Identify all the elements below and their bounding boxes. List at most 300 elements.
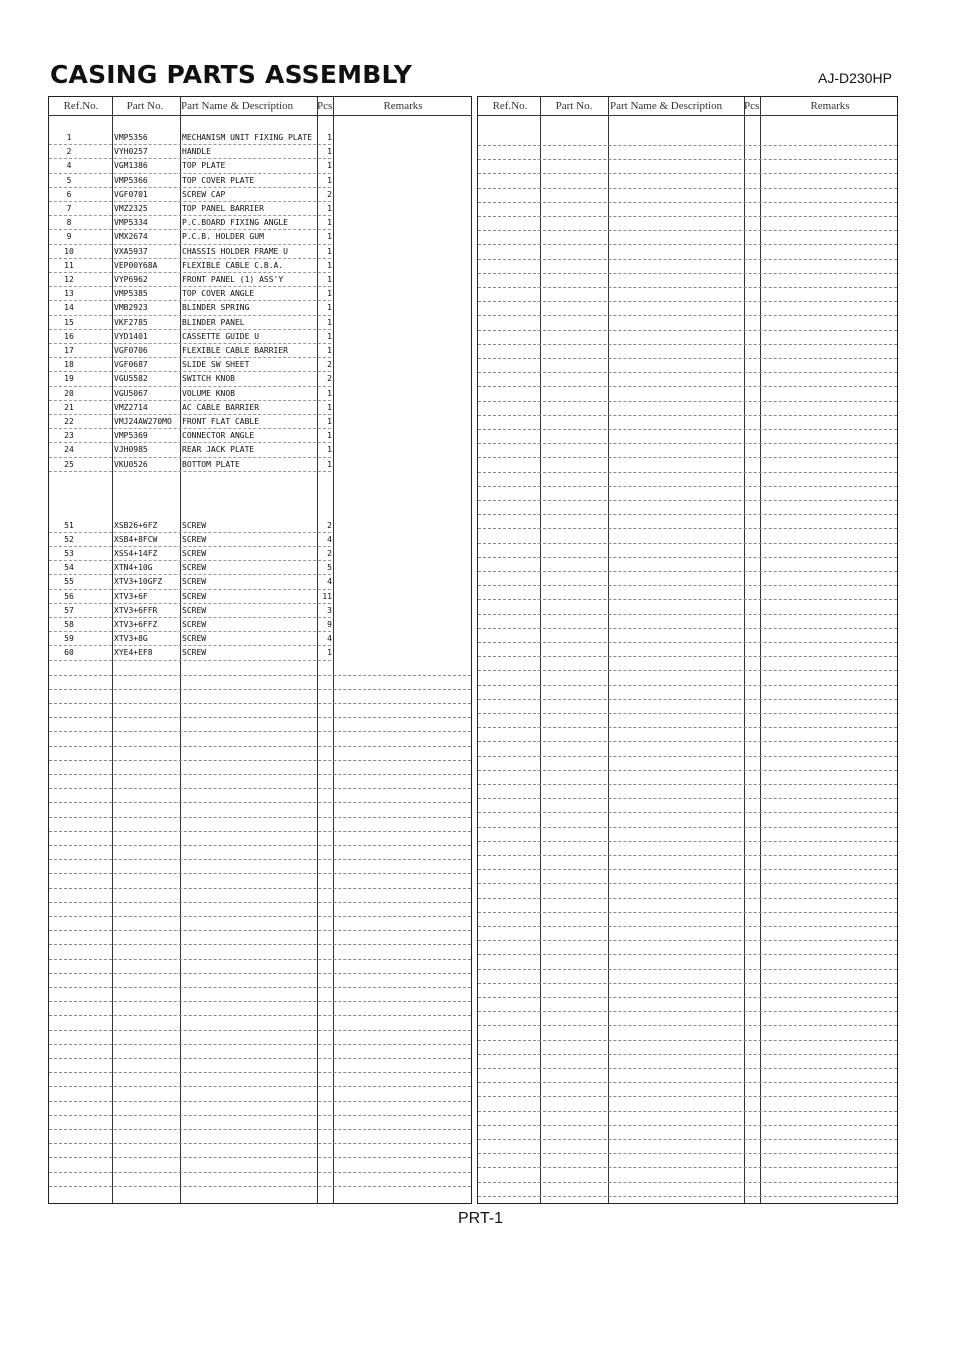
ruled-line bbox=[49, 1044, 471, 1045]
part-name-cell: SLIDE SW SHEET bbox=[182, 360, 250, 370]
ruled-line bbox=[478, 1111, 897, 1112]
ruled-line bbox=[478, 954, 897, 955]
ruled-line bbox=[49, 973, 471, 974]
ref-no-cell: 20 bbox=[64, 388, 74, 398]
pcs-cell: 9 bbox=[327, 620, 332, 630]
ruled-line bbox=[478, 372, 897, 373]
ruled-line bbox=[478, 202, 897, 203]
header-pcs: Pcs bbox=[317, 100, 333, 112]
ruled-line bbox=[49, 760, 471, 761]
ruled-line bbox=[478, 528, 897, 529]
pcs-cell: 1 bbox=[327, 204, 332, 213]
part-no-cell: VGF0706 bbox=[114, 346, 148, 355]
part-no-cell: VMP5369 bbox=[114, 431, 148, 441]
ruled-line bbox=[478, 173, 897, 174]
part-no-cell: VYH0257 bbox=[114, 147, 148, 157]
header-part-name: Part Name & Description bbox=[181, 100, 294, 112]
ruled-line bbox=[478, 1011, 897, 1012]
part-no-cell: VYP6962 bbox=[114, 275, 148, 284]
pcs-cell: 1 bbox=[327, 246, 332, 256]
table-row bbox=[49, 358, 471, 372]
ruled-line bbox=[478, 827, 897, 828]
ruled-line bbox=[49, 1001, 471, 1002]
page-number: PRT-1 bbox=[458, 1210, 504, 1227]
ruled-line bbox=[478, 628, 897, 629]
ruled-line bbox=[49, 1058, 471, 1059]
table-row bbox=[49, 230, 471, 244]
part-name-cell: TOP COVER PLATE bbox=[182, 175, 255, 185]
ruled-line bbox=[478, 983, 897, 984]
part-no-cell: VMP5356 bbox=[114, 133, 148, 142]
ref-no-cell: 10 bbox=[64, 246, 74, 256]
pcs-cell: 2 bbox=[327, 374, 332, 384]
table-row bbox=[49, 344, 471, 358]
column-divider bbox=[760, 97, 761, 1203]
ruled-line bbox=[478, 571, 897, 572]
ruled-line bbox=[478, 670, 897, 671]
table-row bbox=[49, 604, 471, 618]
ref-no-cell: 12 bbox=[64, 275, 74, 284]
ruled-line bbox=[49, 1115, 471, 1116]
ref-no-cell: 21 bbox=[64, 402, 74, 412]
part-no-cell: VMP5366 bbox=[114, 175, 148, 185]
ruled-line bbox=[478, 315, 897, 316]
ref-no-cell: 8 bbox=[66, 218, 72, 228]
ruled-line bbox=[49, 1072, 471, 1073]
parts-table-right bbox=[477, 96, 898, 1204]
ruled-line bbox=[478, 259, 897, 260]
header-part-name: Part Name & Description bbox=[610, 100, 723, 112]
ref-no-cell: 25 bbox=[64, 459, 74, 469]
ruled-line bbox=[478, 642, 897, 643]
ruled-line bbox=[478, 1167, 897, 1168]
part-no-cell: VXA5937 bbox=[114, 246, 148, 256]
pcs-cell: 2 bbox=[327, 520, 332, 530]
pcs-cell: 4 bbox=[327, 577, 332, 587]
part-no-cell: XTV3+6FFR bbox=[114, 605, 158, 615]
column-divider bbox=[608, 97, 609, 1203]
ruled-line bbox=[478, 940, 897, 941]
ruled-line bbox=[478, 472, 897, 473]
ruled-line bbox=[49, 1101, 471, 1102]
part-name-cell: SWITCH KNOB bbox=[182, 374, 235, 384]
part-name-cell: SCREW bbox=[182, 520, 207, 530]
ruled-line bbox=[478, 1125, 897, 1126]
ruled-line bbox=[478, 756, 897, 757]
row-divider bbox=[49, 471, 331, 472]
table-row bbox=[49, 372, 471, 386]
ruled-line bbox=[478, 1196, 897, 1197]
ruled-line bbox=[478, 415, 897, 416]
table-row bbox=[49, 547, 471, 561]
pcs-cell: 1 bbox=[327, 147, 332, 157]
part-name-cell: SCREW CAP bbox=[182, 189, 226, 199]
pcs-cell: 1 bbox=[327, 161, 332, 171]
part-name-cell: SCREW bbox=[182, 605, 207, 615]
ruled-line bbox=[478, 230, 897, 231]
ref-no-cell: 57 bbox=[64, 605, 74, 615]
part-name-cell: FRONT PANEL (1) ASS'Y bbox=[182, 275, 284, 284]
ruled-line bbox=[478, 727, 897, 728]
part-name-cell: HANDLE bbox=[182, 147, 211, 157]
ruled-line bbox=[49, 944, 471, 945]
table-row bbox=[49, 301, 471, 315]
ruled-line bbox=[49, 1030, 471, 1031]
ruled-line bbox=[478, 770, 897, 771]
table-row bbox=[49, 259, 471, 273]
pcs-cell: 11 bbox=[322, 591, 332, 601]
table-row bbox=[49, 401, 471, 415]
ruled-line bbox=[478, 685, 897, 686]
ref-no-cell: 4 bbox=[66, 161, 72, 171]
ruled-line bbox=[49, 817, 471, 818]
ref-no-cell: 17 bbox=[64, 346, 74, 355]
ref-no-cell: 23 bbox=[64, 431, 74, 441]
part-name-cell: TOP PLATE bbox=[182, 161, 226, 171]
part-no-cell: VGM1386 bbox=[114, 161, 148, 171]
part-no-cell: VGF0701 bbox=[114, 189, 148, 199]
ruled-line bbox=[478, 1096, 897, 1097]
part-name-cell: P.C.B. HOLDER GUM bbox=[182, 232, 264, 242]
pcs-cell: 1 bbox=[327, 275, 332, 284]
column-divider bbox=[744, 97, 745, 1203]
part-name-cell: BLINDER SPRING bbox=[182, 303, 250, 313]
ruled-line bbox=[478, 543, 897, 544]
ruled-line bbox=[478, 330, 897, 331]
table-row bbox=[49, 590, 471, 604]
part-name-cell: AC CABLE BARRIER bbox=[182, 402, 260, 412]
pcs-cell: 1 bbox=[327, 445, 332, 455]
part-no-cell: VGF0687 bbox=[114, 360, 148, 370]
part-no-cell: VEP00Y68A bbox=[114, 260, 158, 270]
pcs-cell: 1 bbox=[327, 431, 332, 441]
ref-no-cell: 15 bbox=[64, 317, 74, 327]
table-row bbox=[49, 330, 471, 344]
ref-no-cell: 16 bbox=[64, 331, 74, 341]
table-row bbox=[49, 458, 471, 472]
ruled-line bbox=[478, 386, 897, 387]
ruled-line bbox=[49, 703, 471, 704]
pcs-cell: 3 bbox=[327, 605, 332, 615]
part-name-cell: SCREW bbox=[182, 563, 207, 573]
pcs-cell: 5 bbox=[327, 563, 332, 573]
table-row bbox=[49, 174, 471, 188]
ref-no-cell: 53 bbox=[64, 549, 74, 559]
part-name-cell: BOTTOM PLATE bbox=[182, 459, 240, 469]
ref-no-cell: 5 bbox=[66, 175, 72, 185]
header-part-no: Part No. bbox=[126, 100, 164, 112]
ref-no-cell: 52 bbox=[64, 534, 74, 544]
ruled-line bbox=[49, 675, 471, 676]
pcs-cell: 1 bbox=[327, 648, 332, 658]
ruled-line bbox=[478, 713, 897, 714]
ruled-line bbox=[478, 429, 897, 430]
ruled-line bbox=[49, 1143, 471, 1144]
ruled-line bbox=[49, 1157, 471, 1158]
ref-no-cell: 55 bbox=[64, 577, 74, 587]
table-row bbox=[49, 443, 471, 457]
part-no-cell: XTV3+6F bbox=[114, 591, 148, 601]
part-name-cell: REAR JACK PLATE bbox=[182, 445, 255, 455]
ref-no-cell: 1 bbox=[66, 133, 72, 142]
part-name-cell: SCREW bbox=[182, 620, 207, 630]
part-no-cell: VKF2785 bbox=[114, 317, 148, 327]
part-no-cell: VMP5385 bbox=[114, 289, 148, 299]
ruled-line bbox=[478, 784, 897, 785]
ruled-line bbox=[49, 1086, 471, 1087]
part-no-cell: XTV3+8G bbox=[114, 634, 148, 644]
part-name-cell: FLEXIBLE CABLE C.B.A. bbox=[182, 260, 284, 270]
part-name-cell: SCREW bbox=[182, 577, 207, 587]
part-no-cell: XYE4+EF8 bbox=[114, 648, 153, 658]
table-row bbox=[49, 188, 471, 202]
table-row bbox=[49, 287, 471, 301]
ruled-line bbox=[49, 873, 471, 874]
ruled-line bbox=[478, 500, 897, 501]
ruled-line bbox=[478, 969, 897, 970]
ruled-line bbox=[478, 216, 897, 217]
part-no-cell: VMP5334 bbox=[114, 218, 148, 228]
table-row bbox=[49, 519, 471, 533]
ref-no-cell: 9 bbox=[66, 232, 72, 242]
ruled-line bbox=[478, 1139, 897, 1140]
ruled-line bbox=[478, 358, 897, 359]
header-pcs: Pcs bbox=[744, 100, 760, 112]
ruled-line bbox=[49, 1172, 471, 1173]
pcs-cell: 1 bbox=[327, 331, 332, 341]
table-row bbox=[49, 632, 471, 646]
pcs-cell: 1 bbox=[327, 417, 332, 426]
table-row bbox=[49, 429, 471, 443]
part-name-cell: FRONT FLAT CABLE bbox=[182, 417, 260, 426]
ruled-line bbox=[478, 1082, 897, 1083]
table-row bbox=[49, 575, 471, 589]
part-no-cell: VMZ2714 bbox=[114, 402, 148, 412]
column-divider bbox=[540, 97, 541, 1203]
part-name-cell: SCREW bbox=[182, 549, 207, 559]
pcs-cell: 2 bbox=[327, 360, 332, 370]
part-name-cell: SCREW bbox=[182, 634, 207, 644]
ruled-line bbox=[478, 912, 897, 913]
ref-no-cell: 14 bbox=[64, 303, 74, 313]
part-no-cell: XSS4+14FZ bbox=[114, 549, 158, 559]
ref-no-cell: 2 bbox=[66, 147, 72, 157]
ruled-line bbox=[478, 401, 897, 402]
ruled-line bbox=[478, 926, 897, 927]
table-row bbox=[49, 646, 471, 660]
table-row bbox=[49, 415, 471, 429]
table-row bbox=[49, 245, 471, 259]
parts-table-left bbox=[48, 96, 472, 1204]
ruled-line bbox=[49, 888, 471, 889]
ruled-line bbox=[478, 159, 897, 160]
ruled-line bbox=[49, 1129, 471, 1130]
part-name-cell: CHASSIS HOLDER FRAME U bbox=[182, 246, 288, 256]
ref-no-cell: 59 bbox=[64, 634, 74, 644]
pcs-cell: 1 bbox=[327, 133, 332, 142]
ruled-line bbox=[49, 1015, 471, 1016]
pcs-cell: 1 bbox=[327, 303, 332, 313]
ref-no-cell: 22 bbox=[64, 417, 74, 426]
pcs-cell: 4 bbox=[327, 534, 332, 544]
ruled-line bbox=[478, 841, 897, 842]
ruled-line bbox=[478, 244, 897, 245]
ref-no-cell: 24 bbox=[64, 445, 74, 455]
part-name-cell: SCREW bbox=[182, 534, 207, 544]
ruled-line bbox=[478, 883, 897, 884]
part-name-cell: TOP COVER ANGLE bbox=[182, 289, 255, 299]
part-name-cell: FLEXIBLE CABLE BARRIER bbox=[182, 346, 288, 355]
pcs-cell: 1 bbox=[327, 459, 332, 469]
ref-no-cell: 7 bbox=[66, 204, 72, 213]
ruled-line bbox=[49, 831, 471, 832]
pcs-cell: 1 bbox=[327, 218, 332, 228]
part-no-cell: VJH0985 bbox=[114, 445, 148, 455]
part-name-cell: SCREW bbox=[182, 591, 207, 601]
table-row bbox=[49, 533, 471, 547]
ref-no-cell: 51 bbox=[64, 520, 74, 530]
row-divider bbox=[49, 660, 331, 661]
ruled-line bbox=[49, 731, 471, 732]
part-name-cell: P.C.BOARD FIXING ANGLE bbox=[182, 218, 288, 228]
ruled-line bbox=[478, 1040, 897, 1041]
pcs-cell: 1 bbox=[327, 346, 332, 355]
pcs-cell: 2 bbox=[327, 189, 332, 199]
ruled-line bbox=[478, 1068, 897, 1069]
header-part-no: Part No. bbox=[555, 100, 593, 112]
pcs-cell: 1 bbox=[327, 289, 332, 299]
part-no-cell: XTV3+6FFZ bbox=[114, 620, 158, 630]
ruled-line bbox=[478, 741, 897, 742]
ref-no-cell: 11 bbox=[64, 260, 74, 270]
ruled-line bbox=[478, 614, 897, 615]
part-no-cell: XTV3+10GFZ bbox=[114, 577, 163, 587]
part-no-cell: VMX2674 bbox=[114, 232, 148, 242]
page-title: CASING PARTS ASSEMBLY bbox=[50, 60, 413, 89]
ruled-line bbox=[478, 1182, 897, 1183]
ruled-line bbox=[478, 898, 897, 899]
ruled-line bbox=[478, 457, 897, 458]
ruled-line bbox=[478, 145, 897, 146]
pcs-cell: 1 bbox=[327, 175, 332, 185]
model-number: AJ-D230HP bbox=[818, 70, 892, 86]
ruled-line bbox=[478, 188, 897, 189]
part-no-cell: VGU5067 bbox=[114, 388, 148, 398]
ruled-line bbox=[478, 997, 897, 998]
table-row bbox=[49, 273, 471, 287]
ruled-line bbox=[49, 746, 471, 747]
part-no-cell: VGU5582 bbox=[114, 374, 148, 384]
part-no-cell: VMJ24AW270MO bbox=[114, 417, 172, 426]
ruled-line bbox=[478, 344, 897, 345]
ruled-line bbox=[49, 689, 471, 690]
part-no-cell: VMZ2325 bbox=[114, 204, 148, 213]
ruled-line bbox=[478, 1025, 897, 1026]
ruled-line bbox=[478, 656, 897, 657]
part-no-cell: XTN4+10G bbox=[114, 563, 153, 573]
header-ref-no: Ref.No. bbox=[63, 100, 99, 112]
table-row bbox=[49, 202, 471, 216]
ruled-line bbox=[49, 930, 471, 931]
part-name-cell: TOP PANEL BARRIER bbox=[182, 204, 264, 213]
ruled-line bbox=[478, 812, 897, 813]
pcs-cell: 1 bbox=[327, 232, 332, 242]
part-name-cell: CONNECTOR ANGLE bbox=[182, 431, 255, 441]
ruled-line bbox=[478, 585, 897, 586]
part-name-cell: CASSETTE GUIDE U bbox=[182, 331, 260, 341]
ruled-line bbox=[478, 599, 897, 600]
ruled-line bbox=[478, 1054, 897, 1055]
ref-no-cell: 6 bbox=[66, 189, 72, 199]
ruled-line bbox=[49, 859, 471, 860]
part-name-cell: VOLUME KNOB bbox=[182, 388, 235, 398]
ref-no-cell: 13 bbox=[64, 289, 74, 299]
ref-no-cell: 19 bbox=[64, 374, 74, 384]
ruled-line bbox=[478, 301, 897, 302]
table-row bbox=[49, 131, 471, 145]
ruled-line bbox=[478, 869, 897, 870]
header-remarks: Remarks bbox=[383, 100, 423, 112]
ruled-line bbox=[478, 443, 897, 444]
header-ref-no: Ref.No. bbox=[492, 100, 528, 112]
table-row bbox=[49, 618, 471, 632]
ruled-line bbox=[478, 798, 897, 799]
ruled-line bbox=[49, 774, 471, 775]
part-no-cell: XSB4+8FCW bbox=[114, 534, 158, 544]
part-no-cell: VKU0526 bbox=[114, 459, 148, 469]
ref-no-cell: 54 bbox=[64, 563, 74, 573]
ruled-line bbox=[49, 845, 471, 846]
table-row bbox=[49, 159, 471, 173]
header-remarks: Remarks bbox=[810, 100, 850, 112]
ruled-line bbox=[478, 514, 897, 515]
part-name-cell: BLINDER PANEL bbox=[182, 317, 245, 327]
ruled-line bbox=[49, 902, 471, 903]
pcs-cell: 1 bbox=[327, 260, 332, 270]
ruled-line bbox=[478, 287, 897, 288]
part-no-cell: XSB26+6FZ bbox=[114, 520, 158, 530]
ruled-line bbox=[49, 717, 471, 718]
ruled-line bbox=[478, 1153, 897, 1154]
ruled-line bbox=[49, 987, 471, 988]
table-row bbox=[49, 561, 471, 575]
ruled-line bbox=[49, 802, 471, 803]
ref-no-cell: 60 bbox=[64, 648, 74, 658]
pcs-cell: 1 bbox=[327, 402, 332, 412]
part-name-cell: MECHANISM UNIT FIXING PLATE bbox=[182, 133, 313, 142]
pcs-cell: 4 bbox=[327, 634, 332, 644]
ref-no-cell: 18 bbox=[64, 360, 74, 370]
ruled-line bbox=[49, 916, 471, 917]
ruled-line bbox=[478, 557, 897, 558]
pcs-cell: 2 bbox=[327, 549, 332, 559]
table-row bbox=[49, 145, 471, 159]
pcs-cell: 1 bbox=[327, 388, 332, 398]
ruled-line bbox=[478, 699, 897, 700]
part-no-cell: VYD1401 bbox=[114, 331, 148, 341]
part-name-cell: SCREW bbox=[182, 648, 207, 658]
ruled-line bbox=[478, 273, 897, 274]
pcs-cell: 1 bbox=[327, 317, 332, 327]
ref-no-cell: 58 bbox=[64, 620, 74, 630]
ruled-line bbox=[49, 1186, 471, 1187]
ruled-line bbox=[478, 855, 897, 856]
table-row bbox=[49, 316, 471, 330]
ruled-line bbox=[49, 788, 471, 789]
ruled-line bbox=[478, 486, 897, 487]
ref-no-cell: 56 bbox=[64, 591, 74, 601]
table-row bbox=[49, 216, 471, 230]
